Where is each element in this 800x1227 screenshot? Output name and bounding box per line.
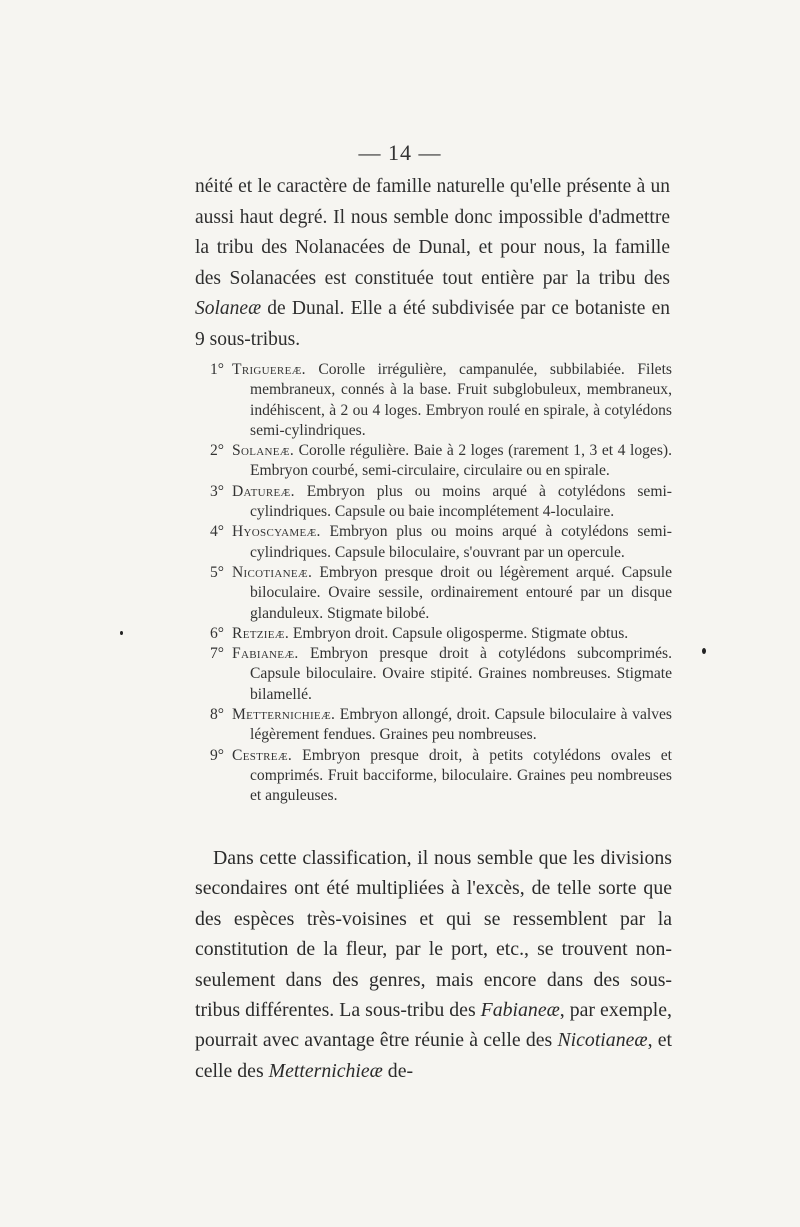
subtribe-name: Cestreæ.	[232, 746, 293, 764]
subtribe-entry-6	[210, 624, 672, 644]
subtribe-description: Corolle irrégulière, campanulée, subbilabiée. Filets membraneux, connés à la base. Fruit subglobuleux, membraneux, indéhiscent, à 2 ou 4 loges. Embryon roulé en spirale, à cotylédons semi-cylindriques.	[250, 361, 672, 439]
subtribe-name: Triguereæ.	[232, 361, 306, 378]
ink-speck	[702, 648, 706, 654]
subtribe-entry-2	[210, 441, 672, 482]
intro-text-1: néité et le caractère de famille naturelle qu'elle présente à un aussi haut degré. Il nous semble donc impossible d'admettre la tribu des Nolanacées de Dunal, et pour nous, la famille des Solanacées est constituée tout entière par la tribu des	[195, 176, 670, 289]
subtribe-entry-9	[210, 746, 672, 807]
subtribe-description: Embryon plus ou moins arqué à cotylédons semi-cylindriques. Capsule ou baie incomplétement 4-loculaire.	[250, 482, 672, 521]
subtribe-entry-7	[210, 644, 672, 705]
entry-number: 8°	[210, 706, 225, 724]
subtribe-entry-5	[210, 563, 672, 624]
subtribe-name: Solaneæ.	[232, 442, 295, 460]
closing-text-3: , et celle des	[195, 1029, 673, 1082]
subtribe-entry-1	[210, 360, 672, 441]
entry-number: 4°	[210, 523, 225, 541]
entry-number: 2°	[210, 442, 225, 460]
closing-text-4: de-	[382, 1059, 414, 1082]
intro-paragraph	[195, 172, 670, 355]
subtribe-name: Hyoscyameæ.	[232, 523, 321, 541]
subtribe-description: Embryon plus ou moins arqué à cotylédons semi-cylindriques. Capsule biloculaire, s'ouvrant par un opercule.	[250, 523, 672, 561]
subtribe-entry-8	[210, 705, 672, 746]
closing-italic-nicotianeae: Nicotianeæ	[557, 1029, 648, 1052]
entry-number: 9°	[210, 746, 225, 764]
subtribe-name: Nicotianeæ.	[232, 563, 313, 581]
ink-speck	[120, 631, 123, 635]
entry-number: 5°	[210, 563, 225, 581]
intro-text-2: de Dunal. Elle a été subdivisée par ce botaniste en 9 sous-tribus.	[195, 298, 670, 350]
subtribe-entry-3	[210, 482, 672, 523]
subtribe-name: Datureæ.	[232, 482, 295, 500]
subtribe-name: Fabianeæ.	[232, 645, 299, 663]
subtribe-description: Embryon presque droit à cotylédons subcomprimés. Capsule biloculaire. Ovaire stipité. Graines nombreuses. Stigmate bilamellé.	[250, 645, 672, 703]
subtribe-description: Embryon presque droit ou légèrement arqué. Capsule biloculaire. Ovaire sessile, ordinairement entouré par un disque glanduleux. Stigmate bilobé.	[250, 563, 672, 622]
entry-number: 7°	[210, 645, 225, 663]
entry-number: 6°	[210, 624, 225, 642]
subtribe-name: Retzieæ.	[232, 624, 290, 642]
subtribe-description: Embryon droit. Capsule oligosperme. Stigmate obtus.	[289, 624, 629, 642]
closing-italic-fabianeae: Fabianeæ	[480, 999, 560, 1022]
subtribe-description: Embryon allongé, droit. Capsule biloculaire à valves légèrement fendues. Graines peu nombreuses.	[250, 706, 672, 744]
intro-italic-solaneae: Solaneæ	[195, 298, 262, 319]
page-number: — 14 —	[358, 140, 442, 165]
closing-italic-metternichieae: Metternichieæ	[268, 1059, 383, 1082]
entry-number: 1°	[210, 361, 225, 378]
subtribe-description: Corolle régulière. Baie à 2 loges (rarement 1, 3 et 4 loges). Embryon courbé, semi-circulaire, circulaire ou en spirale.	[250, 442, 672, 480]
subtribe-list	[210, 360, 672, 807]
subtribe-entry-4	[210, 522, 672, 563]
entry-number: 3°	[210, 482, 225, 500]
subtribe-name: Metternichieæ.	[232, 706, 336, 724]
subtribe-description: Embryon presque droit, à petits cotylédons ovales et comprimés. Fruit bacciforme, biloculaire. Graines peu nombreuses et anguleuses.	[250, 746, 672, 805]
closing-text-1: Dans cette classification, il nous semble que les divisions secondaires ont été multipliées à l'excès, de telle sorte que des espèces très-voisines et qui se ressemblent par la constitution de la fleur, par le port, etc., se trouvent non-seulement dans des genres, mais encore dans des sous-tribus différentes. La sous-tribu des	[195, 847, 672, 1022]
closing-paragraph	[195, 843, 672, 1086]
closing-text-2: , par exemple, pourrait avec avantage être réunie à celle des	[195, 999, 672, 1052]
